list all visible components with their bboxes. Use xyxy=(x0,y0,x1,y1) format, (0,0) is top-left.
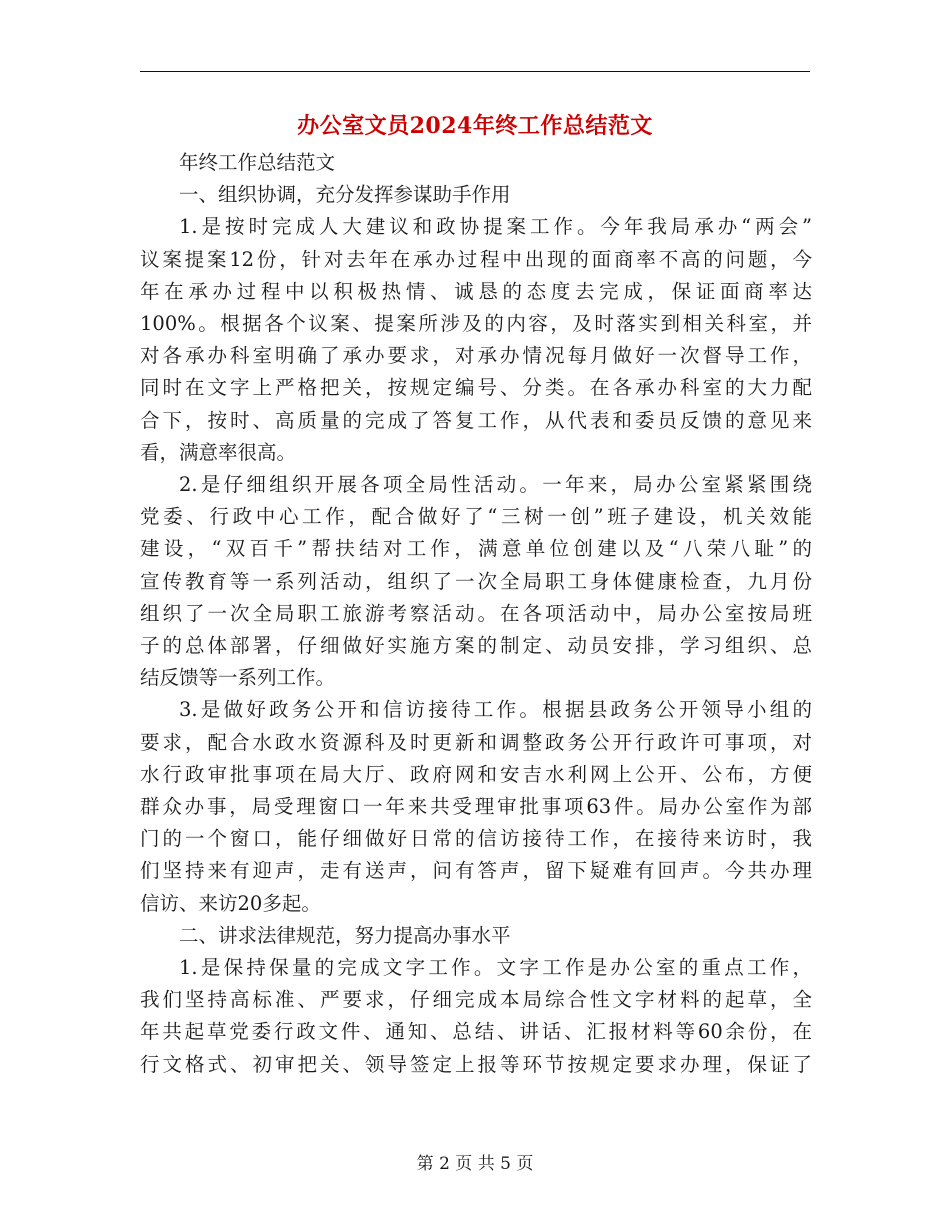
document-body xyxy=(140,147,812,1081)
paragraph-line: 合下，按时、高质量的完成了答复工作，从代表和委员反馈的意见来 xyxy=(140,408,812,432)
page-number-footer: 第 2 页 共 5 页 xyxy=(416,1154,534,1174)
paragraph-line: 看，满意率很高。 xyxy=(140,440,297,464)
paragraph-4 xyxy=(140,952,812,1081)
section-heading-2: 二、讲求法律规范，努力提高办事水平 xyxy=(179,923,511,947)
paragraph-line: 同时在文字上严格把关，按规定编号、分类。在各承办科室的大力配 xyxy=(140,376,812,400)
paragraph-line: 们坚持来有迎声，走有送声，问有答声，留下疑难有回声。今共办理 xyxy=(140,859,812,883)
section-heading-1: 一、组织协调，充分发挥参谋助手作用 xyxy=(179,183,511,207)
paragraph-line: 建设，“双百千”帮扶结对工作，满意单位创建以及“八荣八耻”的 xyxy=(140,537,812,561)
paragraph-line: 2.是仔细组织开展各项全局性活动。一年来，局办公室紧紧围绕 xyxy=(179,473,812,497)
paragraph-line: 信访、来访20多起。 xyxy=(140,891,321,915)
paragraph-line: 行文格式、初审把关、领导签定上报等环节按规定要求办理，保证了 xyxy=(140,1052,812,1076)
paragraph-line: 党委、行政中心工作，配合做好了“三树一创”班子建设，机关效能 xyxy=(140,505,812,529)
paragraph-line: 3.是做好政务公开和信访接待工作。根据县政务公开领导小组的 xyxy=(179,698,812,722)
paragraph-line: 结反馈等一系列工作。 xyxy=(140,666,336,690)
paragraph-line: 1.是按时完成人大建议和政协提案工作。今年我局承办“两会” xyxy=(179,215,812,239)
paragraph-line: 水行政审批事项在局大厅、政府网和安吉水利网上公开、公布，方便 xyxy=(140,762,812,786)
paragraph-3 xyxy=(140,694,812,919)
paragraph-1 xyxy=(140,211,812,469)
subtitle-line: 年终工作总结范文 xyxy=(179,151,336,174)
paragraph-line: 子的总体部署，仔细做好实施方案的制定、动员安排，学习组织、总 xyxy=(140,634,812,658)
document-title: 办公室文员2024年终工作总结范文 xyxy=(297,113,653,139)
paragraph-line: 我们坚持高标准、严要求，仔细完成本局综合性文字材料的起草，全 xyxy=(140,988,812,1012)
paragraph-2 xyxy=(140,469,812,694)
paragraph-line: 100%。根据各个议案、提案所涉及的内容，及时落实到相关科室，并 xyxy=(140,312,812,336)
header-rule xyxy=(140,71,810,72)
paragraph-line: 议案提案12份，针对去年在承办过程中出现的面商率不高的问题，今 xyxy=(140,247,812,271)
paragraph-line: 年在承办过程中以积极热情、诚恳的态度去完成，保证面商率达 xyxy=(140,279,812,303)
paragraph-line: 群众办事，局受理窗口一年来共受理审批事项63件。局办公室作为部 xyxy=(140,795,812,819)
paragraph-line: 年共起草党委行政文件、通知、总结、讲话、汇报材料等60余份，在 xyxy=(140,1020,812,1044)
paragraph-line: 对各承办科室明确了承办要求，对承办情况每月做好一次督导工作， xyxy=(140,344,812,368)
paragraph-line: 组织了一次全局职工旅游考察活动。在各项活动中，局办公室按局班 xyxy=(140,601,812,625)
paragraph-line: 宣传教育等一系列活动，组织了一次全局职工身体健康检查，九月份 xyxy=(140,569,812,593)
paragraph-line: 门的一个窗口，能仔细做好日常的信访接待工作，在接待来访时，我 xyxy=(140,827,812,851)
paragraph-line: 要求，配合水政水资源科及时更新和调整政务公开行政许可事项，对 xyxy=(140,730,812,754)
paragraph-line: 1.是保持保量的完成文字工作。文字工作是办公室的重点工作， xyxy=(179,956,812,980)
